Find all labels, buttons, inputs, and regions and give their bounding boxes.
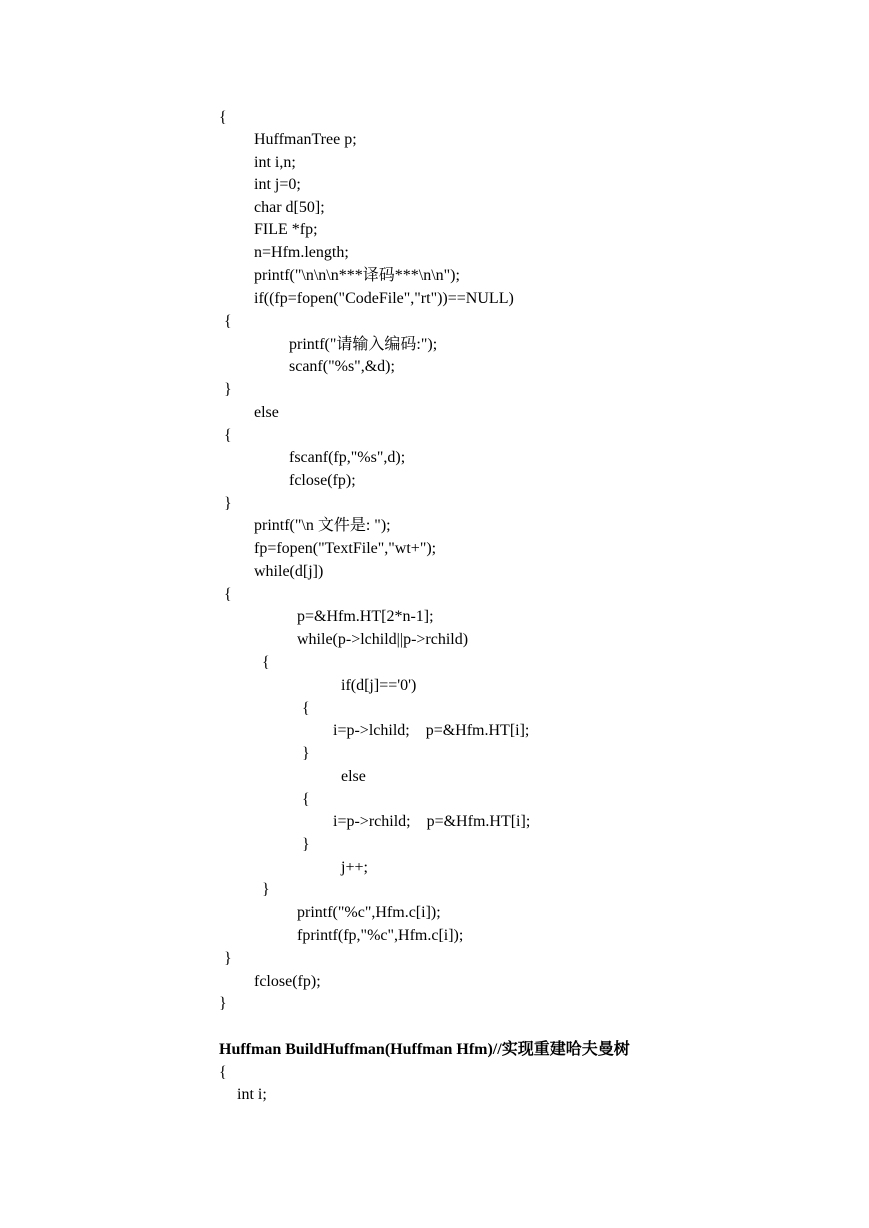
code-line-open-brace: { (219, 109, 227, 126)
code-line: while(p->lchild||p->rchild) (297, 631, 469, 648)
code-line: { (302, 700, 310, 717)
code-line: { (224, 313, 232, 330)
code-line: if((fp=fopen("CodeFile","rt"))==NULL) (254, 290, 514, 307)
code-line: i=p->lchild; p=&Hfm.HT[i]; (333, 722, 530, 739)
code-line: { (224, 586, 232, 603)
code-line: } (262, 881, 270, 898)
code-line: fclose(fp); (254, 973, 321, 990)
function-header: Huffman BuildHuffman(Huffman Hfm)//实现重建哈夫曼树 (219, 1041, 630, 1058)
code-line: scanf("%s",&d); (289, 358, 395, 375)
code-line: printf("\n\n\n***译码***\n\n"); (254, 267, 460, 284)
code-line: } (302, 836, 310, 853)
code-line: { (302, 791, 310, 808)
code-line: else (254, 404, 279, 421)
code-line: if(d[j]=='0') (341, 677, 417, 694)
code-line: fp=fopen("TextFile","wt+"); (254, 540, 437, 557)
code-line: fprintf(fp,"%c",Hfm.c[i]); (297, 927, 464, 944)
code-line: printf("%c",Hfm.c[i]); (297, 904, 441, 921)
code-line: fclose(fp); (289, 472, 356, 489)
code-line: } (224, 495, 232, 512)
code-line-open-brace: { (219, 1064, 227, 1081)
code-line: char d[50]; (254, 199, 325, 216)
code-line: printf("\n 文件是: "); (254, 517, 391, 534)
code-line-close-brace: } (219, 995, 227, 1012)
code-line: i=p->rchild; p=&Hfm.HT[i]; (333, 813, 531, 830)
code-line: FILE *fp; (254, 221, 318, 238)
code-line: n=Hfm.length; (254, 244, 349, 261)
code-line: int i,n; (254, 154, 296, 171)
code-line: p=&Hfm.HT[2*n-1]; (297, 608, 434, 625)
code-line: j++; (341, 859, 368, 876)
code-line: { (224, 427, 232, 444)
code-line: else (341, 768, 366, 785)
code-line: { (262, 654, 270, 671)
code-line: int i; (237, 1086, 267, 1103)
code-line: } (302, 745, 310, 762)
code-line: printf("请输入编码:"); (289, 336, 438, 353)
code-line: fscanf(fp,"%s",d); (289, 449, 406, 466)
code-line: while(d[j]) (254, 563, 324, 580)
code-line: } (224, 381, 232, 398)
code-line: } (224, 950, 232, 967)
code-line: HuffmanTree p; (254, 131, 357, 148)
code-line: int j=0; (254, 176, 301, 193)
